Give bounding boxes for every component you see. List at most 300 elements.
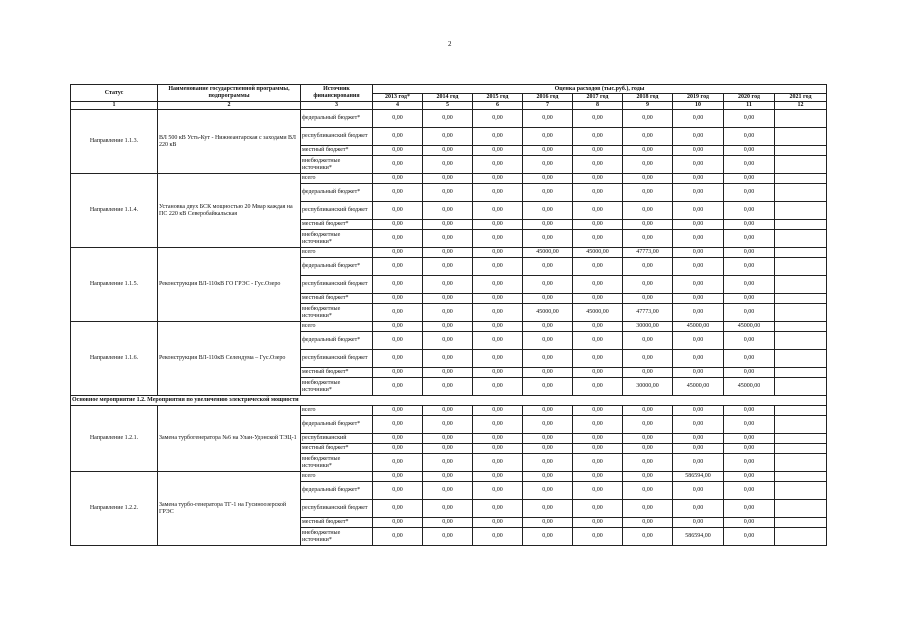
value-cell: 0,00 xyxy=(473,128,523,146)
value-cell: 0,00 xyxy=(373,202,423,220)
value-cell: 0,00 xyxy=(423,350,473,368)
source-cell: внебюджетные источники* xyxy=(301,230,373,248)
value-cell: 0,00 xyxy=(724,472,775,482)
value-cell xyxy=(775,294,827,304)
source-cell: федеральный бюджет* xyxy=(301,416,373,434)
value-cell xyxy=(775,454,827,472)
value-cell: 0,00 xyxy=(673,406,724,416)
value-cell xyxy=(775,518,827,528)
status-cell: Направление 1.1.3. xyxy=(71,110,158,174)
value-cell: 0,00 xyxy=(573,258,623,276)
value-cell: 0,00 xyxy=(373,500,423,518)
source-cell: внебюджетные источники* xyxy=(301,304,373,322)
value-cell xyxy=(775,378,827,396)
value-cell: 0,00 xyxy=(373,258,423,276)
value-cell: 0,00 xyxy=(724,518,775,528)
column-number: 5 xyxy=(423,102,473,110)
value-cell: 0,00 xyxy=(573,128,623,146)
column-number: 2 xyxy=(158,102,301,110)
value-cell: 0,00 xyxy=(423,230,473,248)
value-cell: 0,00 xyxy=(473,368,523,378)
value-cell xyxy=(775,368,827,378)
year-header: 2017 год xyxy=(573,94,623,102)
value-cell: 0,00 xyxy=(573,276,623,294)
value-cell xyxy=(775,174,827,184)
value-cell: 0,00 xyxy=(473,156,523,174)
value-cell: 0,00 xyxy=(573,482,623,500)
source-cell: федеральный бюджет* xyxy=(301,184,373,202)
value-cell: 0,00 xyxy=(573,156,623,174)
value-cell: 0,00 xyxy=(623,294,673,304)
value-cell: 0,00 xyxy=(473,482,523,500)
value-cell: 45000,00 xyxy=(673,322,724,332)
value-cell: 0,00 xyxy=(473,378,523,396)
table-body xyxy=(71,110,827,546)
value-cell: 0,00 xyxy=(673,518,724,528)
value-cell: 0,00 xyxy=(623,434,673,444)
value-cell: 0,00 xyxy=(373,128,423,146)
value-cell: 0,00 xyxy=(673,128,724,146)
value-cell: 0,00 xyxy=(724,332,775,350)
source-cell: местный бюджет* xyxy=(301,146,373,156)
value-cell: 0,00 xyxy=(373,528,423,546)
value-cell: 0,00 xyxy=(423,434,473,444)
value-cell: 0,00 xyxy=(473,406,523,416)
value-cell: 0,00 xyxy=(373,434,423,444)
value-cell: 0,00 xyxy=(373,146,423,156)
value-cell: 0,00 xyxy=(573,202,623,220)
value-cell: 0,00 xyxy=(373,350,423,368)
value-cell: 0,00 xyxy=(573,500,623,518)
value-cell xyxy=(775,528,827,546)
value-cell: 0,00 xyxy=(673,500,724,518)
page-number: 2 xyxy=(448,40,452,48)
value-cell: 0,00 xyxy=(724,528,775,546)
value-cell: 0,00 xyxy=(373,416,423,434)
value-cell xyxy=(775,350,827,368)
value-cell xyxy=(775,406,827,416)
value-cell: 586594,00 xyxy=(673,528,724,546)
value-cell: 0,00 xyxy=(523,500,573,518)
column-number: 1 xyxy=(71,102,158,110)
value-cell: 0,00 xyxy=(523,184,573,202)
value-cell: 0,00 xyxy=(573,518,623,528)
value-cell: 0,00 xyxy=(724,258,775,276)
value-cell: 0,00 xyxy=(423,128,473,146)
value-cell: 0,00 xyxy=(623,482,673,500)
value-cell: 0,00 xyxy=(473,258,523,276)
value-cell: 0,00 xyxy=(373,368,423,378)
value-cell xyxy=(775,444,827,454)
year-header: 2014 год xyxy=(423,94,473,102)
value-cell: 0,00 xyxy=(673,482,724,500)
year-header: 2015 год xyxy=(473,94,523,102)
status-header: Статус xyxy=(71,85,158,102)
value-cell: 0,00 xyxy=(724,276,775,294)
value-cell: 0,00 xyxy=(473,434,523,444)
value-cell: 0,00 xyxy=(373,276,423,294)
value-cell: 0,00 xyxy=(573,184,623,202)
value-cell xyxy=(775,304,827,322)
source-cell: внебюджетные источники* xyxy=(301,156,373,174)
value-cell: 0,00 xyxy=(623,202,673,220)
value-cell: 0,00 xyxy=(423,220,473,230)
value-cell: 0,00 xyxy=(623,416,673,434)
value-cell: 0,00 xyxy=(623,454,673,472)
value-cell: 0,00 xyxy=(373,332,423,350)
value-cell: 0,00 xyxy=(523,518,573,528)
value-cell: 0,00 xyxy=(673,434,724,444)
value-cell: 45000,00 xyxy=(724,322,775,332)
value-cell: 0,00 xyxy=(523,174,573,184)
column-number: 11 xyxy=(724,102,775,110)
value-cell: 0,00 xyxy=(673,368,724,378)
value-cell xyxy=(775,202,827,220)
value-cell: 0,00 xyxy=(523,230,573,248)
value-cell: 586594,00 xyxy=(673,472,724,482)
program-name-cell: Реконструкция ВЛ-110кВ ГО ГРЭС - Гус.Озеро xyxy=(158,248,301,322)
value-cell: 0,00 xyxy=(623,184,673,202)
value-cell: 0,00 xyxy=(573,378,623,396)
value-cell: 0,00 xyxy=(523,202,573,220)
value-cell xyxy=(775,258,827,276)
budget-table xyxy=(70,84,827,546)
value-cell: 0,00 xyxy=(724,110,775,128)
value-cell: 0,00 xyxy=(473,518,523,528)
value-cell: 0,00 xyxy=(724,304,775,322)
value-cell: 0,00 xyxy=(623,276,673,294)
value-cell: 0,00 xyxy=(423,174,473,184)
source-cell: всего xyxy=(301,174,373,184)
value-cell: 0,00 xyxy=(573,416,623,434)
value-cell xyxy=(775,276,827,294)
value-cell: 0,00 xyxy=(373,156,423,174)
value-cell: 45000,00 xyxy=(573,248,623,258)
value-cell: 0,00 xyxy=(724,220,775,230)
status-cell: Направление 1.1.6. xyxy=(71,322,158,396)
value-cell: 0,00 xyxy=(623,444,673,454)
source-cell: республиканский бюджет xyxy=(301,276,373,294)
value-cell: 0,00 xyxy=(673,174,724,184)
value-cell: 0,00 xyxy=(523,350,573,368)
value-cell: 0,00 xyxy=(373,220,423,230)
table-row xyxy=(71,472,827,482)
value-cell: 0,00 xyxy=(724,434,775,444)
value-cell: 0,00 xyxy=(573,146,623,156)
value-cell: 0,00 xyxy=(473,230,523,248)
table-row xyxy=(71,110,827,128)
year-header: 2019 год xyxy=(673,94,724,102)
value-cell: 0,00 xyxy=(523,482,573,500)
value-cell: 0,00 xyxy=(473,146,523,156)
value-cell xyxy=(775,248,827,258)
value-cell xyxy=(775,220,827,230)
program-name-cell: Реконструкция ВЛ-110кВ Селендума – Гус.Озеро xyxy=(158,322,301,396)
value-cell xyxy=(775,500,827,518)
value-cell: 0,00 xyxy=(523,258,573,276)
value-cell: 0,00 xyxy=(573,230,623,248)
value-cell xyxy=(775,416,827,434)
value-cell: 0,00 xyxy=(623,230,673,248)
value-cell: 0,00 xyxy=(473,332,523,350)
value-cell xyxy=(775,184,827,202)
value-cell: 0,00 xyxy=(724,248,775,258)
source-cell: внебюджетные источники* xyxy=(301,528,373,546)
year-header: 2021 год xyxy=(775,94,827,102)
value-cell: 0,00 xyxy=(724,368,775,378)
column-number: 12 xyxy=(775,102,827,110)
status-cell: Направление 1.2.1. xyxy=(71,406,158,472)
value-cell: 0,00 xyxy=(423,444,473,454)
value-cell: 0,00 xyxy=(673,350,724,368)
value-cell: 0,00 xyxy=(523,444,573,454)
source-cell: федеральный бюджет* xyxy=(301,482,373,500)
value-cell: 0,00 xyxy=(523,156,573,174)
value-cell: 0,00 xyxy=(724,184,775,202)
value-cell: 0,00 xyxy=(473,248,523,258)
source-cell: местный бюджет* xyxy=(301,444,373,454)
source-cell: республиканский xyxy=(301,434,373,444)
value-cell: 0,00 xyxy=(523,406,573,416)
value-cell: 0,00 xyxy=(373,230,423,248)
value-cell: 0,00 xyxy=(523,110,573,128)
value-cell: 0,00 xyxy=(423,202,473,220)
value-cell: 0,00 xyxy=(623,128,673,146)
source-cell: внебюджетные источники* xyxy=(301,454,373,472)
value-cell: 0,00 xyxy=(423,294,473,304)
value-cell: 0,00 xyxy=(573,368,623,378)
value-cell: 0,00 xyxy=(573,322,623,332)
value-cell: 0,00 xyxy=(724,202,775,220)
value-cell: 0,00 xyxy=(423,248,473,258)
value-cell: 0,00 xyxy=(423,304,473,322)
source-cell: всего xyxy=(301,406,373,416)
value-cell: 0,00 xyxy=(573,454,623,472)
value-cell: 0,00 xyxy=(673,110,724,128)
value-cell: 0,00 xyxy=(423,416,473,434)
value-cell: 0,00 xyxy=(423,156,473,174)
value-cell: 0,00 xyxy=(673,202,724,220)
table-row xyxy=(71,174,827,184)
value-cell: 0,00 xyxy=(473,350,523,368)
value-cell xyxy=(775,482,827,500)
value-cell: 0,00 xyxy=(673,146,724,156)
value-cell xyxy=(775,156,827,174)
value-cell: 0,00 xyxy=(724,416,775,434)
value-cell: 0,00 xyxy=(473,500,523,518)
status-cell: Направление 1.2.2. xyxy=(71,472,158,546)
column-number: 8 xyxy=(573,102,623,110)
source-cell: местный бюджет* xyxy=(301,294,373,304)
value-cell: 0,00 xyxy=(423,368,473,378)
value-cell: 0,00 xyxy=(573,406,623,416)
source-cell: всего xyxy=(301,322,373,332)
value-cell: 0,00 xyxy=(423,258,473,276)
value-cell: 0,00 xyxy=(724,174,775,184)
value-cell: 0,00 xyxy=(724,482,775,500)
value-cell: 0,00 xyxy=(523,332,573,350)
value-cell: 0,00 xyxy=(523,472,573,482)
section-title: Основное мероприятие 1.2. Мероприятия по увеличению электрической мощности xyxy=(71,396,827,406)
table-row xyxy=(71,406,827,416)
column-number: 3 xyxy=(301,102,373,110)
source-header: Источник финансирования xyxy=(301,85,373,102)
year-header: 2013 год* xyxy=(373,94,423,102)
value-cell: 0,00 xyxy=(673,416,724,434)
value-cell: 0,00 xyxy=(724,230,775,248)
program-name-cell: Установка двух БСК мощностью 20 Мвар каждая на ПС 220 кВ Северобайкальская xyxy=(158,174,301,248)
value-cell: 0,00 xyxy=(623,528,673,546)
value-cell: 0,00 xyxy=(673,304,724,322)
year-header: 2018 год xyxy=(623,94,673,102)
value-cell: 0,00 xyxy=(573,110,623,128)
value-cell: 45000,00 xyxy=(523,304,573,322)
value-cell: 0,00 xyxy=(423,518,473,528)
value-cell: 0,00 xyxy=(523,528,573,546)
value-cell: 0,00 xyxy=(373,406,423,416)
value-cell: 0,00 xyxy=(373,294,423,304)
value-cell: 0,00 xyxy=(623,258,673,276)
source-cell: местный бюджет* xyxy=(301,368,373,378)
source-cell: всего xyxy=(301,248,373,258)
value-cell: 0,00 xyxy=(724,156,775,174)
value-cell: 0,00 xyxy=(473,184,523,202)
value-cell xyxy=(775,322,827,332)
value-cell: 0,00 xyxy=(573,174,623,184)
value-cell: 0,00 xyxy=(373,482,423,500)
year-header: 2016 год xyxy=(523,94,573,102)
value-cell: 0,00 xyxy=(573,472,623,482)
value-cell: 0,00 xyxy=(473,528,523,546)
status-cell: Направление 1.1.4. xyxy=(71,174,158,248)
value-cell: 45000,00 xyxy=(523,248,573,258)
section-row xyxy=(71,396,827,406)
value-cell: 30000,00 xyxy=(623,322,673,332)
source-cell: местный бюджет* xyxy=(301,220,373,230)
value-cell: 0,00 xyxy=(623,174,673,184)
program-name-header: Наименование государственной программы, подпрограммы xyxy=(158,85,301,102)
value-cell: 0,00 xyxy=(423,146,473,156)
value-cell: 0,00 xyxy=(623,518,673,528)
value-cell: 0,00 xyxy=(673,454,724,472)
value-cell: 0,00 xyxy=(373,248,423,258)
value-cell: 0,00 xyxy=(373,444,423,454)
source-cell: республиканский бюджет xyxy=(301,350,373,368)
value-cell: 0,00 xyxy=(373,472,423,482)
value-cell: 0,00 xyxy=(423,332,473,350)
value-cell: 0,00 xyxy=(573,220,623,230)
value-cell: 0,00 xyxy=(673,220,724,230)
value-cell: 0,00 xyxy=(423,406,473,416)
value-cell: 0,00 xyxy=(523,294,573,304)
source-cell: республиканский бюджет xyxy=(301,202,373,220)
value-cell xyxy=(775,110,827,128)
value-cell: 0,00 xyxy=(623,368,673,378)
source-cell: внебюджетные источники* xyxy=(301,378,373,396)
value-cell: 0,00 xyxy=(473,416,523,434)
value-cell: 0,00 xyxy=(423,500,473,518)
value-cell: 0,00 xyxy=(573,434,623,444)
value-cell: 0,00 xyxy=(373,174,423,184)
column-numbers-row xyxy=(71,102,827,110)
value-cell: 0,00 xyxy=(673,184,724,202)
value-cell: 0,00 xyxy=(573,294,623,304)
value-cell: 0,00 xyxy=(373,378,423,396)
value-cell xyxy=(775,472,827,482)
table-row xyxy=(71,322,827,332)
value-cell: 47773,00 xyxy=(623,304,673,322)
value-cell: 0,00 xyxy=(523,416,573,434)
estimate-header: Оценка расходов (тыс.руб.), годы xyxy=(373,85,827,94)
value-cell: 0,00 xyxy=(623,220,673,230)
value-cell: 0,00 xyxy=(423,528,473,546)
value-cell: 0,00 xyxy=(623,146,673,156)
value-cell xyxy=(775,434,827,444)
value-cell: 0,00 xyxy=(523,322,573,332)
value-cell: 0,00 xyxy=(373,454,423,472)
value-cell: 0,00 xyxy=(523,378,573,396)
source-cell: всего xyxy=(301,472,373,482)
value-cell: 0,00 xyxy=(724,500,775,518)
value-cell: 0,00 xyxy=(623,472,673,482)
value-cell: 0,00 xyxy=(423,276,473,294)
value-cell: 0,00 xyxy=(373,110,423,128)
value-cell: 45000,00 xyxy=(573,304,623,322)
value-cell: 0,00 xyxy=(623,332,673,350)
value-cell: 0,00 xyxy=(573,332,623,350)
value-cell xyxy=(775,230,827,248)
program-name-cell: ВЛ 500 кВ Усть-Кут - Нижнеангарская с заходами ВЛ 220 кВ xyxy=(158,110,301,174)
source-cell: республиканский бюджет xyxy=(301,128,373,146)
value-cell: 0,00 xyxy=(523,276,573,294)
value-cell: 0,00 xyxy=(523,454,573,472)
value-cell: 0,00 xyxy=(673,230,724,248)
value-cell: 0,00 xyxy=(523,368,573,378)
value-cell: 0,00 xyxy=(673,332,724,350)
value-cell: 0,00 xyxy=(724,350,775,368)
value-cell: 0,00 xyxy=(423,454,473,472)
value-cell: 0,00 xyxy=(573,350,623,368)
value-cell: 0,00 xyxy=(373,304,423,322)
value-cell: 0,00 xyxy=(724,444,775,454)
column-number: 10 xyxy=(673,102,724,110)
column-number: 9 xyxy=(623,102,673,110)
value-cell: 0,00 xyxy=(473,174,523,184)
value-cell: 0,00 xyxy=(673,276,724,294)
value-cell: 30000,00 xyxy=(623,378,673,396)
year-header: 2020 год xyxy=(724,94,775,102)
value-cell: 0,00 xyxy=(724,454,775,472)
value-cell: 0,00 xyxy=(573,528,623,546)
value-cell: 0,00 xyxy=(473,110,523,128)
value-cell: 0,00 xyxy=(573,444,623,454)
value-cell: 0,00 xyxy=(623,350,673,368)
value-cell: 45000,00 xyxy=(724,378,775,396)
value-cell: 0,00 xyxy=(473,304,523,322)
value-cell: 0,00 xyxy=(423,110,473,128)
column-number: 6 xyxy=(473,102,523,110)
value-cell: 0,00 xyxy=(724,406,775,416)
value-cell: 0,00 xyxy=(473,294,523,304)
value-cell: 0,00 xyxy=(623,500,673,518)
value-cell: 0,00 xyxy=(423,322,473,332)
value-cell: 0,00 xyxy=(423,482,473,500)
value-cell xyxy=(775,128,827,146)
table-row xyxy=(71,248,827,258)
program-name-cell: Замена турбо-генератора ТГ-1 на Гусиноозерской ГРЭС xyxy=(158,472,301,546)
value-cell: 0,00 xyxy=(373,322,423,332)
source-cell: республиканский бюджет xyxy=(301,500,373,518)
